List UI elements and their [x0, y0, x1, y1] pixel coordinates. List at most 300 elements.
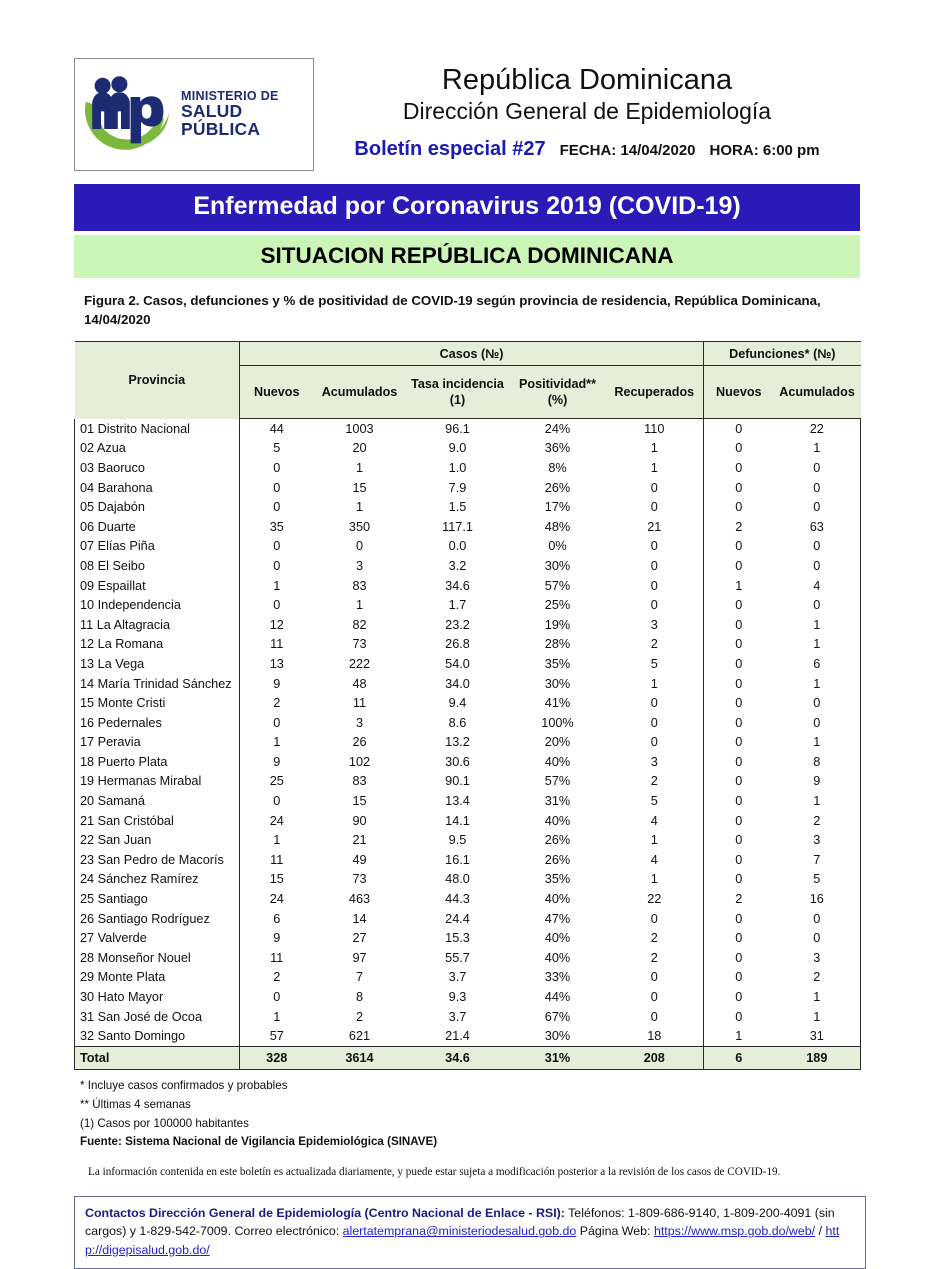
cell-value: 189 [774, 1047, 861, 1070]
cell-value: 3 [774, 830, 861, 850]
cell-value: 1 [704, 1026, 774, 1046]
table-row [75, 693, 861, 713]
cell-provincia: 13 La Vega [75, 654, 240, 674]
cell-value: 102 [314, 752, 406, 772]
cell-provincia: 23 San Pedro de Macorís [75, 850, 240, 870]
table-row [75, 458, 861, 478]
table-row [75, 870, 861, 890]
cell-value: 1 [774, 615, 861, 635]
cell-value: 100% [510, 713, 606, 733]
cell-value: 2 [240, 968, 314, 988]
cell-value: 1 [314, 458, 406, 478]
table-row [75, 968, 861, 988]
cell-value: 2 [606, 772, 704, 792]
table-row [75, 713, 861, 733]
cell-value: 0 [240, 458, 314, 478]
cell-value: 23.2 [406, 615, 510, 635]
cell-value: 9 [240, 674, 314, 694]
cell-provincia: 32 Santo Domingo [75, 1026, 240, 1046]
cell-value: 44% [510, 987, 606, 1007]
cell-value: 96.1 [406, 419, 510, 439]
cell-value: 47% [510, 909, 606, 929]
cell-provincia: 08 El Seibo [75, 556, 240, 576]
cell-value: 27 [314, 928, 406, 948]
cell-value: 44.3 [406, 889, 510, 909]
cell-value: 2 [606, 928, 704, 948]
footnote-1: * Incluye casos confirmados y probables [80, 1079, 288, 1092]
cell-value: 14.1 [406, 811, 510, 831]
cell-value: 35 [240, 517, 314, 537]
cell-value: 0 [606, 693, 704, 713]
cell-value: 0 [704, 419, 774, 439]
cell-value: 0 [774, 713, 861, 733]
cell-value: 2 [704, 889, 774, 909]
cell-value: 463 [314, 889, 406, 909]
bulletin-meta-line [314, 138, 860, 161]
cell-provincia: 21 San Cristóbal [75, 811, 240, 831]
table-row [75, 791, 861, 811]
cell-provincia: 27 Valverde [75, 928, 240, 948]
table-row [75, 850, 861, 870]
cell-value: 2 [704, 517, 774, 537]
cell-value: 26% [510, 830, 606, 850]
cell-value: 19% [510, 615, 606, 635]
cell-value: 0 [606, 537, 704, 557]
cell-value: 97 [314, 948, 406, 968]
cell-value: 6 [240, 909, 314, 929]
cell-value: 1003 [314, 419, 406, 439]
cell-value: 22 [774, 419, 861, 439]
cell-value: 1 [606, 870, 704, 890]
cell-value: 0 [240, 987, 314, 1007]
cell-provincia: 11 La Altagracia [75, 615, 240, 635]
cell-value: 5 [606, 791, 704, 811]
cell-value: 2 [240, 693, 314, 713]
cell-value: 1 [240, 733, 314, 753]
cell-value: 8% [510, 458, 606, 478]
footer-web-label: Página Web: [579, 1224, 651, 1239]
cell-value: 1 [774, 439, 861, 459]
table-row [75, 478, 861, 498]
cell-value: 34.0 [406, 674, 510, 694]
footer-web-link-1[interactable]: https://www.msp.gob.do/web/ [653, 1224, 816, 1239]
cell-value: 63 [774, 517, 861, 537]
cell-provincia: 04 Barahona [75, 478, 240, 498]
cell-value: 0 [314, 537, 406, 557]
cell-value: 30% [510, 1026, 606, 1046]
cell-provincia: 05 Dajabón [75, 497, 240, 517]
cell-value: 1 [774, 987, 861, 1007]
footer-contacts-label: Contactos Dirección General de Epidemiología (Centro Nacional de Enlace - RSI): [85, 1205, 565, 1220]
tasa-incidencia-line1: Tasa incidencia [411, 376, 504, 391]
cell-value: 16.1 [406, 850, 510, 870]
cell-value: 8.6 [406, 713, 510, 733]
cell-value: 0 [240, 556, 314, 576]
cell-value: 208 [606, 1047, 704, 1070]
cell-value: 1 [240, 1007, 314, 1027]
table-row [75, 752, 861, 772]
cell-value: 0 [240, 713, 314, 733]
cell-value: 0 [240, 791, 314, 811]
table-row [75, 419, 861, 439]
cell-value: 1 [774, 733, 861, 753]
cell-value: 0 [704, 674, 774, 694]
footer-phones-label: Teléfonos: [568, 1205, 625, 1220]
cell-value: 1 [606, 674, 704, 694]
cell-value: 0 [606, 595, 704, 615]
cell-value: 40% [510, 752, 606, 772]
cell-value: 0 [774, 556, 861, 576]
cell-provincia: 17 Peravia [75, 733, 240, 753]
msp-logo-wordmark [181, 90, 307, 138]
cell-provincia: 18 Puerto Plata [75, 752, 240, 772]
msp-logo-icon [81, 73, 177, 157]
cell-value: 31% [510, 1047, 606, 1070]
cell-value: 24 [240, 811, 314, 831]
cell-value: 0 [774, 458, 861, 478]
cell-value: 57% [510, 576, 606, 596]
cell-value: 11 [314, 693, 406, 713]
cell-value: 0 [606, 968, 704, 988]
cell-value: 0 [704, 595, 774, 615]
col-header-tasa-incidencia [406, 366, 510, 419]
country-title: República Dominicana [441, 64, 733, 96]
cell-value: 35% [510, 654, 606, 674]
cell-value: 0 [774, 909, 861, 929]
contacts-footer [74, 1196, 866, 1269]
cell-value: 33% [510, 968, 606, 988]
cell-value: 3 [314, 556, 406, 576]
cell-provincia: 31 San José de Ocoa [75, 1007, 240, 1027]
cell-value: 9.3 [406, 987, 510, 1007]
cell-value: 9.5 [406, 830, 510, 850]
cell-provincia: 06 Duarte [75, 517, 240, 537]
cell-value: 44 [240, 419, 314, 439]
cell-value: 11 [240, 635, 314, 655]
cell-value: 0 [704, 635, 774, 655]
cell-provincia: 01 Distrito Nacional [75, 419, 240, 439]
cell-value: 3.7 [406, 968, 510, 988]
table-row [75, 772, 861, 792]
cell-value: 3.7 [406, 1007, 510, 1027]
cell-value: 350 [314, 517, 406, 537]
cell-value: 49 [314, 850, 406, 870]
cell-value: 1 [240, 576, 314, 596]
cell-value: 40% [510, 928, 606, 948]
cell-value: 1.0 [406, 458, 510, 478]
cell-provincia: 25 Santiago [75, 889, 240, 909]
cell-value: 0 [704, 556, 774, 576]
table-row [75, 595, 861, 615]
cell-value: 0 [704, 713, 774, 733]
department-title: Dirección General de Epidemiología [402, 98, 772, 125]
table-row [75, 811, 861, 831]
cell-value: 14 [314, 909, 406, 929]
cell-value: 1 [606, 458, 704, 478]
cell-value: 2 [606, 635, 704, 655]
cell-value: 16 [774, 889, 861, 909]
cell-provincia: 28 Monseñor Nouel [75, 948, 240, 968]
cell-value: 0 [774, 928, 861, 948]
cell-value: 21 [606, 517, 704, 537]
cell-value: 1 [774, 791, 861, 811]
cell-provincia: 19 Hermanas Mirabal [75, 772, 240, 792]
cell-value: 0 [704, 1007, 774, 1027]
cell-value: 20 [314, 439, 406, 459]
table-row [75, 497, 861, 517]
cell-value: 8 [774, 752, 861, 772]
cell-value: 11 [240, 850, 314, 870]
cell-value: 1 [774, 635, 861, 655]
cell-value: 9 [240, 752, 314, 772]
cell-value: 40% [510, 811, 606, 831]
cell-value: 82 [314, 615, 406, 635]
logo-line-1: MINISTERIO DE [181, 89, 279, 104]
data-table-container [74, 341, 860, 1070]
cell-value: 1 [314, 595, 406, 615]
table-row [75, 439, 861, 459]
cell-value: 24.4 [406, 909, 510, 929]
cell-value: 0 [704, 733, 774, 753]
col-header-positividad [510, 366, 606, 419]
cell-value: 0 [704, 987, 774, 1007]
msp-logo-box [74, 58, 314, 171]
cell-value: 90 [314, 811, 406, 831]
cell-value: 18 [606, 1026, 704, 1046]
cell-value: 0 [704, 752, 774, 772]
cell-value: 3 [606, 615, 704, 635]
table-row [75, 1007, 861, 1027]
cell-value: 57 [240, 1026, 314, 1046]
col-header-provincia: Provincia [75, 342, 240, 419]
cell-value: 0 [704, 458, 774, 478]
cell-provincia: 02 Azua [75, 439, 240, 459]
table-body [75, 419, 861, 1070]
col-header-defunciones-nuevos: Nuevos [704, 366, 774, 419]
cell-value: 12 [240, 615, 314, 635]
cell-value: 0 [704, 791, 774, 811]
cell-value: 328 [240, 1047, 314, 1070]
cell-value: 4 [774, 576, 861, 596]
col-group-casos: Casos (№) [240, 342, 704, 366]
footnote-3: (1) Casos por 100000 habitantes [80, 1116, 249, 1130]
cell-value: 2 [606, 948, 704, 968]
cell-provincia: 30 Hato Mayor [75, 987, 240, 1007]
cell-value: 26.8 [406, 635, 510, 655]
cell-value: 30.6 [406, 752, 510, 772]
cell-value: 0 [704, 811, 774, 831]
cell-provincia: 20 Samaná [75, 791, 240, 811]
bulletin-date: FECHA: 14/04/2020 [559, 141, 696, 159]
cell-value: 34.6 [406, 1047, 510, 1070]
cell-value: 0 [704, 850, 774, 870]
cell-value: 0 [606, 987, 704, 1007]
cell-value: 15 [314, 791, 406, 811]
cell-value: 0 [704, 537, 774, 557]
cell-value: 9.0 [406, 439, 510, 459]
page-header [0, 0, 938, 171]
cell-provincia: 14 María Trinidad Sánchez [75, 674, 240, 694]
banner-situation-title: SITUACION REPÚBLICA DOMINICANA [74, 235, 860, 279]
cell-value: 621 [314, 1026, 406, 1046]
table-row [75, 537, 861, 557]
cell-value: 26% [510, 478, 606, 498]
table-row [75, 635, 861, 655]
cell-value: 1 [314, 497, 406, 517]
cell-value: 2 [774, 811, 861, 831]
cell-value: 0 [240, 537, 314, 557]
cell-value: 28% [510, 635, 606, 655]
cell-value: 3 [774, 948, 861, 968]
cell-value: 0 [704, 439, 774, 459]
cell-value: 7 [774, 850, 861, 870]
cell-value: 9.4 [406, 693, 510, 713]
cell-value: 90.1 [406, 772, 510, 792]
bulletin-time: HORA: 6:00 pm [709, 141, 820, 159]
col-header-casos-acumulados: Acumulados [314, 366, 406, 419]
cell-value: 7.9 [406, 478, 510, 498]
footnote-2: ** Últimas 4 semanas [80, 1097, 191, 1111]
cell-value: 31 [774, 1026, 861, 1046]
cell-value: 0 [606, 713, 704, 733]
cell-value: 7 [314, 968, 406, 988]
table-row [75, 987, 861, 1007]
logo-line-2: SALUD PÚBLICA [181, 101, 261, 139]
cell-provincia: 03 Baoruco [75, 458, 240, 478]
cell-value: 2 [774, 968, 861, 988]
cell-value: 8 [314, 987, 406, 1007]
cell-value: 73 [314, 635, 406, 655]
cell-value: 54.0 [406, 654, 510, 674]
table-row [75, 733, 861, 753]
cell-provincia: 12 La Romana [75, 635, 240, 655]
cell-value: 0 [240, 595, 314, 615]
cell-value: 110 [606, 419, 704, 439]
table-row [75, 1026, 861, 1046]
cell-value: 57% [510, 772, 606, 792]
cell-value: 0 [704, 870, 774, 890]
cell-value: 0 [606, 576, 704, 596]
cell-value: 0 [606, 909, 704, 929]
cell-value: 30% [510, 674, 606, 694]
cell-value: 4 [606, 850, 704, 870]
cell-value: 26% [510, 850, 606, 870]
cell-value: 35% [510, 870, 606, 890]
table-row [75, 830, 861, 850]
cell-value: 0 [704, 693, 774, 713]
cell-value: 17% [510, 497, 606, 517]
cell-value: 34.6 [406, 576, 510, 596]
table-head-groups [75, 342, 861, 366]
cell-value: 26 [314, 733, 406, 753]
table-row [75, 928, 861, 948]
table-row [75, 615, 861, 635]
cell-provincia: 22 San Juan [75, 830, 240, 850]
table-row [75, 948, 861, 968]
disclaimer-text: La información contenida en este boletín es actualizada diariamente, y puede estar sujeta a modificación posterior a la revisión de los casos de COVID-19. [88, 1166, 781, 1179]
cell-value: 1 [774, 674, 861, 694]
col-header-defunciones-acumulados: Acumulados [774, 366, 861, 419]
figure-caption: Figura 2. Casos, defunciones y % de positividad de COVID-19 según provincia de residencia, República Dominicana, 14/04/2020 [84, 293, 821, 328]
cell-value: 0 [774, 497, 861, 517]
cell-value: 36% [510, 439, 606, 459]
table-row [75, 517, 861, 537]
cell-value: 40% [510, 889, 606, 909]
cell-value: 0 [704, 654, 774, 674]
cell-value: 2 [314, 1007, 406, 1027]
cell-value: 5 [774, 870, 861, 890]
cell-value: 0 [606, 1007, 704, 1027]
cell-provincia: 29 Monte Plata [75, 968, 240, 988]
cell-provincia: 09 Espaillat [75, 576, 240, 596]
cell-value: 20% [510, 733, 606, 753]
cell-provincia: 16 Pedernales [75, 713, 240, 733]
cell-value: 0 [704, 948, 774, 968]
cell-value: 83 [314, 772, 406, 792]
table-row [75, 576, 861, 596]
cell-value: 73 [314, 870, 406, 890]
col-header-casos-nuevos: Nuevos [240, 366, 314, 419]
cell-value: 3.2 [406, 556, 510, 576]
cell-value: 41% [510, 693, 606, 713]
cell-value: 1.7 [406, 595, 510, 615]
table-row [75, 889, 861, 909]
cell-value: 0 [240, 478, 314, 498]
cell-value: 0 [704, 909, 774, 929]
cell-value: 0 [704, 615, 774, 635]
footnote-source: Fuente: Sistema Nacional de Vigilancia Epidemiológica (SINAVE) [80, 1135, 438, 1149]
cell-value: 5 [240, 439, 314, 459]
cell-value: 0 [606, 556, 704, 576]
cell-value: 3 [314, 713, 406, 733]
footer-email-link[interactable]: alertatemprana@ministeriodesalud.gob.do [342, 1224, 577, 1239]
cell-value: 1 [774, 1007, 861, 1027]
cell-value: 222 [314, 654, 406, 674]
footer-web-link-2[interactable]: http://digepisalud.gob.do/ [85, 1224, 840, 1257]
cell-value: 4 [606, 811, 704, 831]
cell-value: 13 [240, 654, 314, 674]
footer-email-label: Correo electrónico: [234, 1224, 340, 1239]
cell-value: 117.1 [406, 517, 510, 537]
col-header-recuperados: Recuperados [606, 366, 704, 419]
cell-value: 67% [510, 1007, 606, 1027]
footer-phones-value: 1-809-686-9140, 1-809-200-4091 (sin cargos) y 1-829-542-7009. [85, 1205, 835, 1239]
cell-value: 15 [240, 870, 314, 890]
cell-value: 6 [704, 1047, 774, 1070]
cell-value: 30% [510, 556, 606, 576]
cell-value: 0 [704, 478, 774, 498]
cell-value: 55.7 [406, 948, 510, 968]
cell-provincia: 10 Independencia [75, 595, 240, 615]
cell-value: 21.4 [406, 1026, 510, 1046]
cell-provincia: 24 Sánchez Ramírez [75, 870, 240, 890]
cell-value: 48.0 [406, 870, 510, 890]
cell-value: 0 [606, 733, 704, 753]
cell-value: 0 [774, 537, 861, 557]
cell-value: 0 [704, 968, 774, 988]
cell-value: 0 [704, 497, 774, 517]
positividad-line2: (%) [547, 393, 568, 407]
cell-value: 0% [510, 537, 606, 557]
table-footnotes [80, 1077, 860, 1152]
cell-value: 11 [240, 948, 314, 968]
tasa-incidencia-line2: (1) [449, 393, 466, 407]
cell-value: 22 [606, 889, 704, 909]
cell-value: 83 [314, 576, 406, 596]
positividad-line1: Positividad** [519, 376, 596, 391]
cell-provincia: 07 Elías Piña [75, 537, 240, 557]
cell-value: 25 [240, 772, 314, 792]
